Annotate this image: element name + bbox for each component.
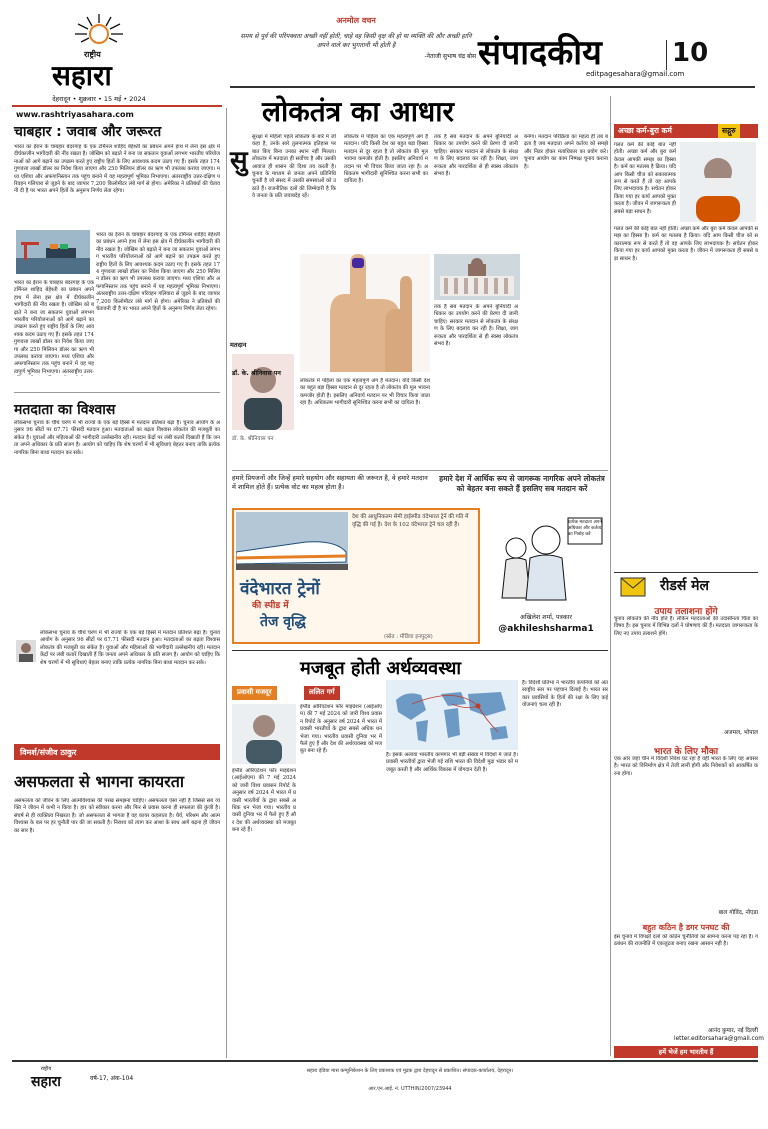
sadhguru-tag-bar <box>614 124 758 138</box>
envelope-icon <box>620 574 646 598</box>
quote-text: समय से पूर्व की परिपक्वता अच्छी नहीं होती, चाहे वह किसी वृक्ष की हो या व्यक्ति की और अच्छी हानि अपने वाले कर भुगतानी भी होती है <box>240 33 472 49</box>
letter3-author: आनंद कुमार, नई दिल्ली <box>707 1028 758 1034</box>
economy-body-col2: हैं। इसके अलावा भारतीय कामगार भी बड़ी संख्या में विदेशों में जाते हैं। प्रवासी भारतीयों द्वारा भेजी गई राशि भारत की विदेशी मुद्रा भंडार को मजबूत करती है और आर्थिक विकास में योगदान देती है। <box>386 752 518 773</box>
author-photo <box>232 354 294 430</box>
economy-body-col1: इंग्लैंड ओरिएंटेशन फॉर माइग्रेशन (आईओएम) की 7 मई 2024 को जारी विश्व प्रवासन रिपोर्ट के अनुसार वर्ष 2024 में भारत में प्रवासी भारतीयों के द्वारा सबसे अधिक धन भेजा गया। भारतीय प्रवासी दुनिया भर में फैले हुए हैं और देश की अर्थव्यवस्था को मजबूत बना रहे हैं। <box>300 704 382 755</box>
second-editorial-body: लोकसभा चुनाव के चौथे चरण में भी राज्यों के एक बड़े हिस्से में मतदान प्रतिशत बढ़ा है। चुनाव आयोग के अनुसार 96 सीटों पर 67.71 फीसदी मतदान हुआ। मतदाताओं का बढ़ता विश्वास लोकतंत्र की मजबूती का संकेत है। युवाओं और महिलाओं की भागीदारी उल्लेखनीय रही। मतदान केंद्रों पर लंबी कतारें दिखाती हैं कि जनता अपने अधिकार के प्रति सजग है। आयोग को चाहिए कि शेष चरणों में भी सुविधाएं बेहतर बनाए ताकि प्रत्येक नागरिक बिना बाधा मतदान कर सके। <box>14 420 220 456</box>
quote-author: -नेताजी सुभाष चंद्र बोस <box>424 53 476 60</box>
main-drop-cap: सु <box>230 146 248 176</box>
footer-imprint: सहारा इंडिया मास कम्युनिकेशन के लिए प्रकाशक एवं मुद्रक द्वारा देहरादून से प्रकाशित। संपादक-कार्यालय, देहरादून। <box>306 1068 514 1074</box>
sadhguru-body: गलत कर्म की कोई बात नहीं होती। अच्छा कर्म और बुरा कर्म केवल आपकी समझ का हिस्सा है। कर्म का मतलब है क्रिया। यदि आप किसी चीज को सकारात्मक रूप से करते हैं तो वह आपके लिए लाभदायक है। सचेतन होकर किया गया हर कार्य आपको मुक्त करता है। जीवन में जागरूकता ही सबसे बड़ा साधन है। <box>614 142 676 215</box>
main-body-col3-lower: तक है सब मतदान के अपने बुनियादी अधिकार का उपयोग करने की प्रेरणा दी जानी चाहिए। सरकार मतदान से लोकतंत्र के संरक्षण के लिए बदलाव कर रही है। शिक्षा, जागरूकता और पारदर्शिता से ही स्वस्थ लोकतंत्र संभव है। <box>434 304 518 348</box>
ad-credit: (स्रोत : मीडिया इनपुट्स) <box>384 634 433 640</box>
letter1-body: चुनाव लोकतंत्र की नींव होते हैं। लेकिन मतदाताओं की उदासीनता चिंता का विषय है। इस चुनाव में विभिन्न दलों ने घोषणाएं की हैं। मतदाता जागरूकता के लिए नए उपाय तलाशने होंगे। <box>614 616 758 637</box>
masthead-brand: सहारा <box>52 59 112 92</box>
reader-email[interactable]: letter.editorsahara@gmail.com <box>674 1036 764 1042</box>
main-pull-quote: हमारे देश में आर्थिक रूप से जागरूक नागरिक अपने लोकतंत्र को बेहतर बना सकते हैं इसलिए सब मतदान करें <box>439 474 605 493</box>
sadhguru-tag: अच्छा कर्म-बुरा कर्म <box>618 126 672 135</box>
ad-title-line1: वंदेभारत ट्रेनों <box>240 579 320 599</box>
letter3-body: इस चुनाव में विपक्षी दलों को कठिन चुनौतियों का सामना करना पड़ रहा है। गठबंधन की राजनीति में एकजुटता बनाए रखना आसान नहीं है। <box>614 934 758 948</box>
website-link[interactable]: www.rashtriyasahara.com <box>16 110 134 119</box>
edit-email[interactable]: editpagesahara@gmail.com <box>586 70 685 78</box>
economy-author-photo-icon <box>232 704 296 764</box>
sadhguru-portrait-icon <box>680 142 756 222</box>
port-photo-icon <box>16 230 90 274</box>
vimarsh-body: असफलता को जीवन के लिए आत्मविश्वास की परख समझना चाहिए। असफलता ऐसा नहीं है जिससे सब व्यक्ति ने जीवन में कभी न किया है। हार को स्वीकार करना और फिर से प्रयास करना ही सफलता की कुंजी है। संघर्ष से ही व्यक्तित्व निखरता है। जो असफलता से भागता है वह कायर कहलाता है। धैर्य, परिश्रम और आत्मविश्वास के बल पर हर चुनौती पार की जा सकती है। निराशा को त्याग कर आशा के साथ आगे बढ़ना ही जीवन का सार है। <box>14 798 220 834</box>
cartoon-handle[interactable]: @akhileshsharma1 <box>498 624 594 634</box>
main-article-title: लोकतंत्र का आधार <box>262 95 454 128</box>
sadhguru-name: सद्गुरु <box>718 124 740 138</box>
ad-title-line3: तेज वृद्धि <box>260 614 306 630</box>
footer-rni: आर.एन.आई. नं. UTTHIN/2007/23944 <box>368 1086 452 1092</box>
economy-tag: प्रवासी मजदूर <box>232 686 277 700</box>
lead-editorial-title: चाबहार : जवाब और जरूरत <box>14 124 162 140</box>
letter3-title: बहुत कठिन है डगर पनघट की <box>642 923 730 932</box>
economy-author: ललित गर्ग <box>304 686 340 700</box>
main-footer-caption: हमारे प्रियजनों और जिन्हें हमारे सहयोग और सहायता की जरूरत है, वे हमारे मतदान में शामिल होते हैं। प्रत्येक वोट का महत्व होता है। <box>232 474 428 491</box>
letter1-title: उपाय तलाशना होंगे <box>654 607 718 617</box>
letter2-author: बाल गोविंद, नोएडा <box>718 910 758 916</box>
lead-editorial-body-lower: भारत का ईरान के चाबहार बंदरगाह के एक टर्मिनल शाहिद बेहेश्ती का प्रबंधन अपने हाथ में लेना इस क्षेत्र में दीर्घकालीन भागीदारी की नींव रखता है। जोखिम को बढ़ाते ने बना जा सकतान युवाओं लगभग भारतीय परियोजनाओं को आगे बढ़ाने का उपक्रम करते हुए राष्ट्रीय हितों के लिए आवश्यक कदम उठाए गए हैं। इसके तहत 174 गुणवत्ता लाखों डॉलर का निवेश किया जाएगा और 250 मिलियन डॉलर का ऋण भी उपलब्ध कराया जाएगा। मध्य एशिया और अफगानिस्तान तक पहुंच बनाने में यह महत्वपूर्ण भूमिका निभाएगा। अंतरराष्ट्रीय उत्तर- <box>14 280 94 375</box>
reader-footer-pill: हमें भेजें हम भारतीय हैं <box>614 1046 758 1058</box>
footer-volume: वर्ष-17, अंक-104 <box>90 1075 134 1082</box>
vimarsh-title: असफलता से भागना कायरता <box>14 772 184 791</box>
lead-editorial-body: भारत का ईरान के चाबहार बंदरगाह के एक टर्मिनल शाहिद बेहेश्ती का प्रबंधन अपने हाथ में लेना इस क्षेत्र में दीर्घकालीन भागीदारी की नींव रखता है। जोखिम को बढ़ाते ने बना जा सकतान युवाओं लगभग भारतीय परियोजनाओं को आगे बढ़ाने का उपक्रम करते हुए राष्ट्रीय हितों के लिए आवश्यक कदम उठाए गए हैं। इसके तहत 174 गुणवत्ता लाखों डॉलर का निवेश किया जाएगा और 250 मिलियन डॉलर का ऋण भी उपलब्ध कराया जाएगा। मध्य एशिया और अफगानिस्तान तक पहुंच बनाने में यह महत्वपूर्ण भूमिका निभाएगा। अंतरराष्ट्रीय उत्तर-दक्षिण परिवहन गलियारा से जुड़ने के बाद व्यापार 7,200 किलोमीटर लंबे मार्ग से होगा। अमेरिका ने प्रतिबंधों की चेतावनी दी है पर भारत अपने हितों के अनुरूप निर्णय लेता रहेगा। <box>14 144 220 195</box>
main-body-col4: बनेगा। मतदान परिक्रिया का महत्व ही तब बढ़ता है जब मतदाता अपने कर्तव्य को समझे और निडर होकर मताधिकार का प्रयोग करे। चुनाव आयोग का काम निष्पक्ष चुनाव कराना है। <box>524 134 608 170</box>
letter1-author: अजमल, भोपाल <box>723 730 758 736</box>
cartoon-author: अखिलेश शर्मा, पत्रकार <box>520 614 572 621</box>
letter2-title: भारत के लिए मौका <box>653 747 719 757</box>
second-editorial-title: मतदाता का विश्वास <box>14 402 116 418</box>
quote-heading: अनमोल वचन <box>336 16 376 25</box>
readers-mail-heading: रीडर्स मेल <box>660 578 710 594</box>
second-editorial-body-lower: लोकसभा चुनाव के चौथे चरण में भी राज्यों के एक बड़े हिस्से में मतदान प्रतिशत बढ़ा है। चुनाव आयोग के अनुसार 96 सीटों पर 67.71 फीसदी मतदान हुआ। मतदाताओं का बढ़ता विश्वास लोकतंत्र की मजबूती का संकेत है। युवाओं और महिलाओं की भागीदारी उल्लेखनीय रही। मतदान केंद्रों पर लंबी कतारें दिखाती हैं कि जनता अपने अधिकार के प्रति सजग है। आयोग को चाहिए कि शेष चरणों में भी सुविधाएं बेहतर बनाए ताकि प्रत्येक नागरिक बिना बाधा मतदान कर सके। <box>40 630 220 666</box>
lead-editorial-body-continued: भारत का ईरान के चाबहार बंदरगाह के एक टर्मिनल शाहिद बेहेश्ती का प्रबंधन अपने हाथ में लेना इस क्षेत्र में दीर्घकालीन भागीदारी की नींव रखता है। जोखिम को बढ़ाते ने बना जा सकतान युवाओं लगभग भारतीय परियोजनाओं को आगे बढ़ाने का उपक्रम करते हुए राष्ट्रीय हितों के लिए आवश्यक कदम उठाए गए हैं। इसके तहत 174 गुणवत्ता लाखों डॉलर का निवेश किया जाएगा और 250 मिलियन डॉलर का ऋण भी उपलब्ध कराया जाएगा। मध्य एशिया और अफगानिस्तान तक पहुंच बनाने में यह महत्वपूर्ण भूमिका निभाएगा। अंतरराष्ट्रीय उत्तर-दक्षिण परिवहन गलियारा से जुड़ने के बाद व्यापार 7,200 किलोमीटर लंबे मार्ग से होगा। अमेरिका ने प्रतिबंधों की चेतावनी दी है पर भारत अपने हितों के अनुरूप निर्णय लेता रहेगा। <box>96 232 220 313</box>
main-body-col2-lower: लोकतंत्र में पहिला का एक महत्वपूर्ण अंग है मतदान। यदि किसी देश का बहुत बड़ा हिस्सा मतदान से दूर रहता है तो लोकतंत्र की मूल भावना कमजोर होती है। इसलिए अनिवार्य मतदान पर भी विचार किया जाता रहा है। अधिकतम भागीदारी सुनिश्चित करना सभी का दायित्व है। <box>300 378 430 407</box>
economy-body-col3: है। विदेशी प्रतिभा ने भारतीय कंपनियों को अंतरराष्ट्रीय स्तर पर पहचान दिलाई है। भारत सरकार प्रवासियों के हितों की रक्षा के लिए कई योजनाएं चला रही है। <box>522 680 608 709</box>
main-body-col3: तक है सब मतदान के अपने बुनियादी अधिकार का उपयोग करने की प्रेरणा दी जानी चाहिए। सरकार मतदान से लोकतंत्र के संरक्षण के लिए बदलाव कर रही है। शिक्षा, जागरूकता और पारदर्शिता से ही स्वस्थ लोकतंत्र संभव है। <box>434 134 518 178</box>
letter2-body: एक ओर जहां चीन में विदेशी निवेश घट रहा है वहीं भारत के लिए यह अवसर है। भारत को विनिर्माण क्षेत्र में तेजी लानी होगी और निवेशकों को आकर्षित करना होगा। <box>614 756 758 777</box>
footer-brand-small: राष्ट्रीय <box>40 1066 52 1072</box>
quote-block <box>236 15 476 85</box>
masthead <box>36 14 162 106</box>
train-photo-icon <box>236 512 348 570</box>
author-portrait-icon <box>232 354 294 430</box>
vimarsh-tag-bar <box>14 744 220 760</box>
world-map-icon <box>386 680 518 750</box>
section-title: संपादकीय <box>478 33 602 73</box>
edition-line: देहरादून • शुक्रवार • 15 मई • 2024 <box>52 95 146 103</box>
matdan-label: मतदान <box>230 341 247 349</box>
economy-title: मजबूत होती अर्थव्यवस्था <box>300 658 461 679</box>
small-portrait-icon <box>16 640 36 662</box>
sadhguru-body-lower: गलत कर्म की कोई बात नहीं होती। अच्छा कर्म और बुरा कर्म केवल आपकी समझ का हिस्सा है। कर्म का मतलब है क्रिया। यदि आप किसी चीज को सकारात्मक रूप से करते हैं तो वह आपके लिए लाभदायक है। सचेतन होकर किया गया हर कार्य आपको मुक्त करता है। जीवन में जागरूकता ही सबसे बड़ा साधन है। <box>614 226 758 262</box>
economy-body-col0: इंग्लैंड ओरिएंटेशन फॉर माइग्रेशन (आईओएम) की 7 मई 2024 को जारी विश्व प्रवासन रिपोर्ट के अनुसार वर्ष 2024 में भारत में प्रवासी भारतीयों के द्वारा सबसे अधिक धन भेजा गया। भारतीय प्रवासी दुनिया भर में फैले हुए हैं और देश की अर्थव्यवस्था को मजबूत बना रहे हैं। <box>232 768 296 834</box>
page-number: 10 <box>672 38 709 68</box>
cartoon-panel <box>486 508 606 608</box>
vimarsh-tag: विमर्श/संजीव ठाकुर <box>20 748 77 757</box>
sun-logo-icon <box>75 14 123 48</box>
masthead-small-label: राष्ट्रीय <box>84 50 101 59</box>
main-body-col1: सुरक्षा में महिलों पहले लोकतंत्र के बारे में जो कहा है, उनके सारे तुलनात्मक इतिहास पर बात किए बिना उनका स्थान नहीं मिलता। लोकतंत्र में मतदाता ही सर्वोच्च है और उसकी आवाज ही शासन की दिशा तय करती है। चुनाव के माध्यम से जनता अपने प्रतिनिधि चुनती है जो संसद में उसकी समस्याओं को उठाते हैं। राजनीतिक दलों की जिम्मेदारी है कि वे जनता के प्रति जवाबदेह रहें। <box>252 134 336 200</box>
parliament-photo-icon <box>434 254 520 300</box>
footer-brand-name: सहारा <box>31 1074 61 1090</box>
ad-title-line2: की स्पीड में <box>252 601 289 611</box>
voting-finger-photo-icon <box>300 254 430 372</box>
cartoon-speech: प्रत्येक मतदाता अपने अधिकार और कर्तव्य का निर्वाह करे <box>568 520 602 537</box>
footer-brand <box>16 1066 76 1091</box>
main-body-col2: लोकतंत्र में पहिला का एक महत्वपूर्ण अंग है मतदान। यदि किसी देश का बहुत बड़ा हिस्सा मतदान से दूर रहता है तो लोकतंत्र की मूल भावना कमजोर होती है। इसलिए अनिवार्य मतदान पर भी विचार किया जाता रहा है। अधिकतम भागीदारी सुनिश्चित करना सभी का दायित्व है। <box>344 134 428 185</box>
vandebharat-ad <box>232 508 480 644</box>
author-name: डॉ. के. श्रीनिवास पन <box>232 370 281 377</box>
ad-body: देश की आधुनिकतम सेमी हाईस्पीड वंदेभारत ट्रेनें की गति में वृद्धि की गई है। देश के 102 वंदेभारत ट्रेनें चल रही हैं। <box>352 514 469 528</box>
author-name-caption: डॉ. के. श्रीनिवास पन <box>232 436 274 442</box>
economy-tag-bar <box>232 686 360 700</box>
